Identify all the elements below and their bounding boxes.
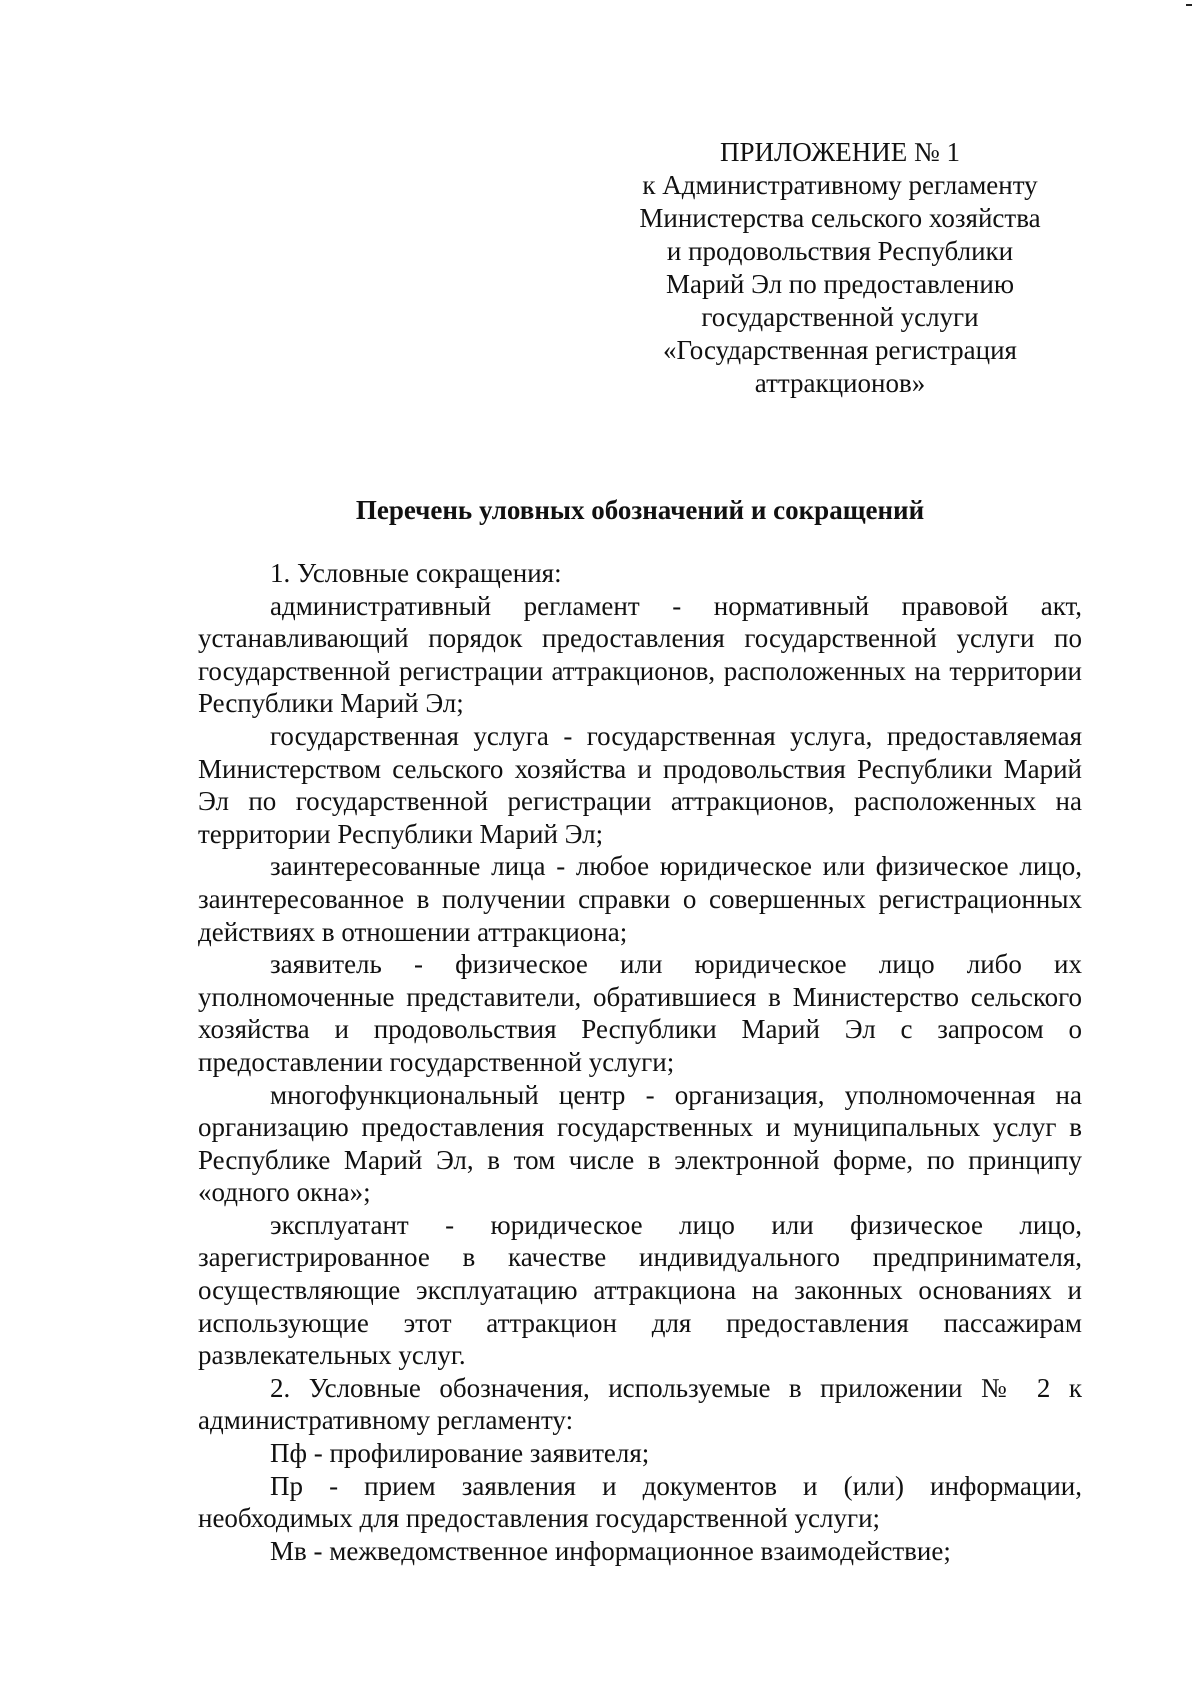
paragraph: Пф - профилирование заявителя; <box>270 1438 650 1469</box>
annex-header <box>620 136 1060 400</box>
annex-line: аттракционов» <box>754 368 926 398</box>
paragraph: государственная услуга - государственная услуга, предоставляемая Министерством сельского хозяйства и продовольствия Республики Марий Эл по государственной регистрации аттракционов, расположенных на территории Республики Марий Эл; <box>198 720 1082 849</box>
paragraph: 1. Условные сокращения: <box>270 558 562 588</box>
scan-mark <box>1186 4 1192 6</box>
paragraph: эксплуатант - юридическое лицо или физическое лицо, зарегистрированное в качестве индивидуального предпринимателя, осуществляющие эксплуатацию аттракциона на законных основаниях и использующие этот аттракцион для предоставления пассажирам развлекательных услуг. <box>198 1209 1082 1371</box>
paragraph: 2. Условные обозначения, используемые в приложении № 2 к административному регламенту: <box>198 1372 1082 1436</box>
annex-line: Министерства сельского хозяйства <box>639 203 1041 233</box>
annex-line: к Административному регламенту <box>642 170 1038 200</box>
paragraph: заинтересованные лица - любое юридическое или физическое лицо, заинтересованное в получении справки о совершенных регистрационных действиях в отношении аттракциона; <box>198 851 1082 947</box>
paragraph: заявитель - физическое или юридическое лицо либо их уполномоченные представители, обратившиеся в Министерство сельского хозяйства и продовольствия Республики Марий Эл с запросом о предоставлении государственной услуги; <box>198 949 1082 1077</box>
annex-line: государственной услуги <box>701 302 979 332</box>
annex-line: Марий Эл по предоставлению <box>665 269 1015 299</box>
paragraph: административный регламент - нормативный правовой акт, устанавливающий порядок предоставления государственной услуги по государственной регистрации аттракционов, расположенных на территории Республики Марий Эл; <box>198 590 1082 719</box>
paragraph: Мв - межведомственное информационное взаимодействие; <box>270 1535 951 1566</box>
paragraph: Пр - прием заявления и документов и (или) информации, необходимых для предоставления государственной услуги; <box>198 1470 1082 1534</box>
document-body <box>198 557 1082 1567</box>
document-title: Перечень уловных обозначений и сокращений <box>355 495 925 525</box>
annex-line: и продовольствия Республики <box>666 236 1014 266</box>
annex-line: «Государственная регистрация <box>663 335 1017 365</box>
paragraph: многофункциональный центр - организация, уполномоченная на организацию предоставления государственных и муниципальных услуг в Республике Марий Эл, в том числе в электронной форме, по принципу «одного окна»; <box>198 1079 1082 1208</box>
annex-line: ПРИЛОЖЕНИЕ № 1 <box>719 137 961 167</box>
